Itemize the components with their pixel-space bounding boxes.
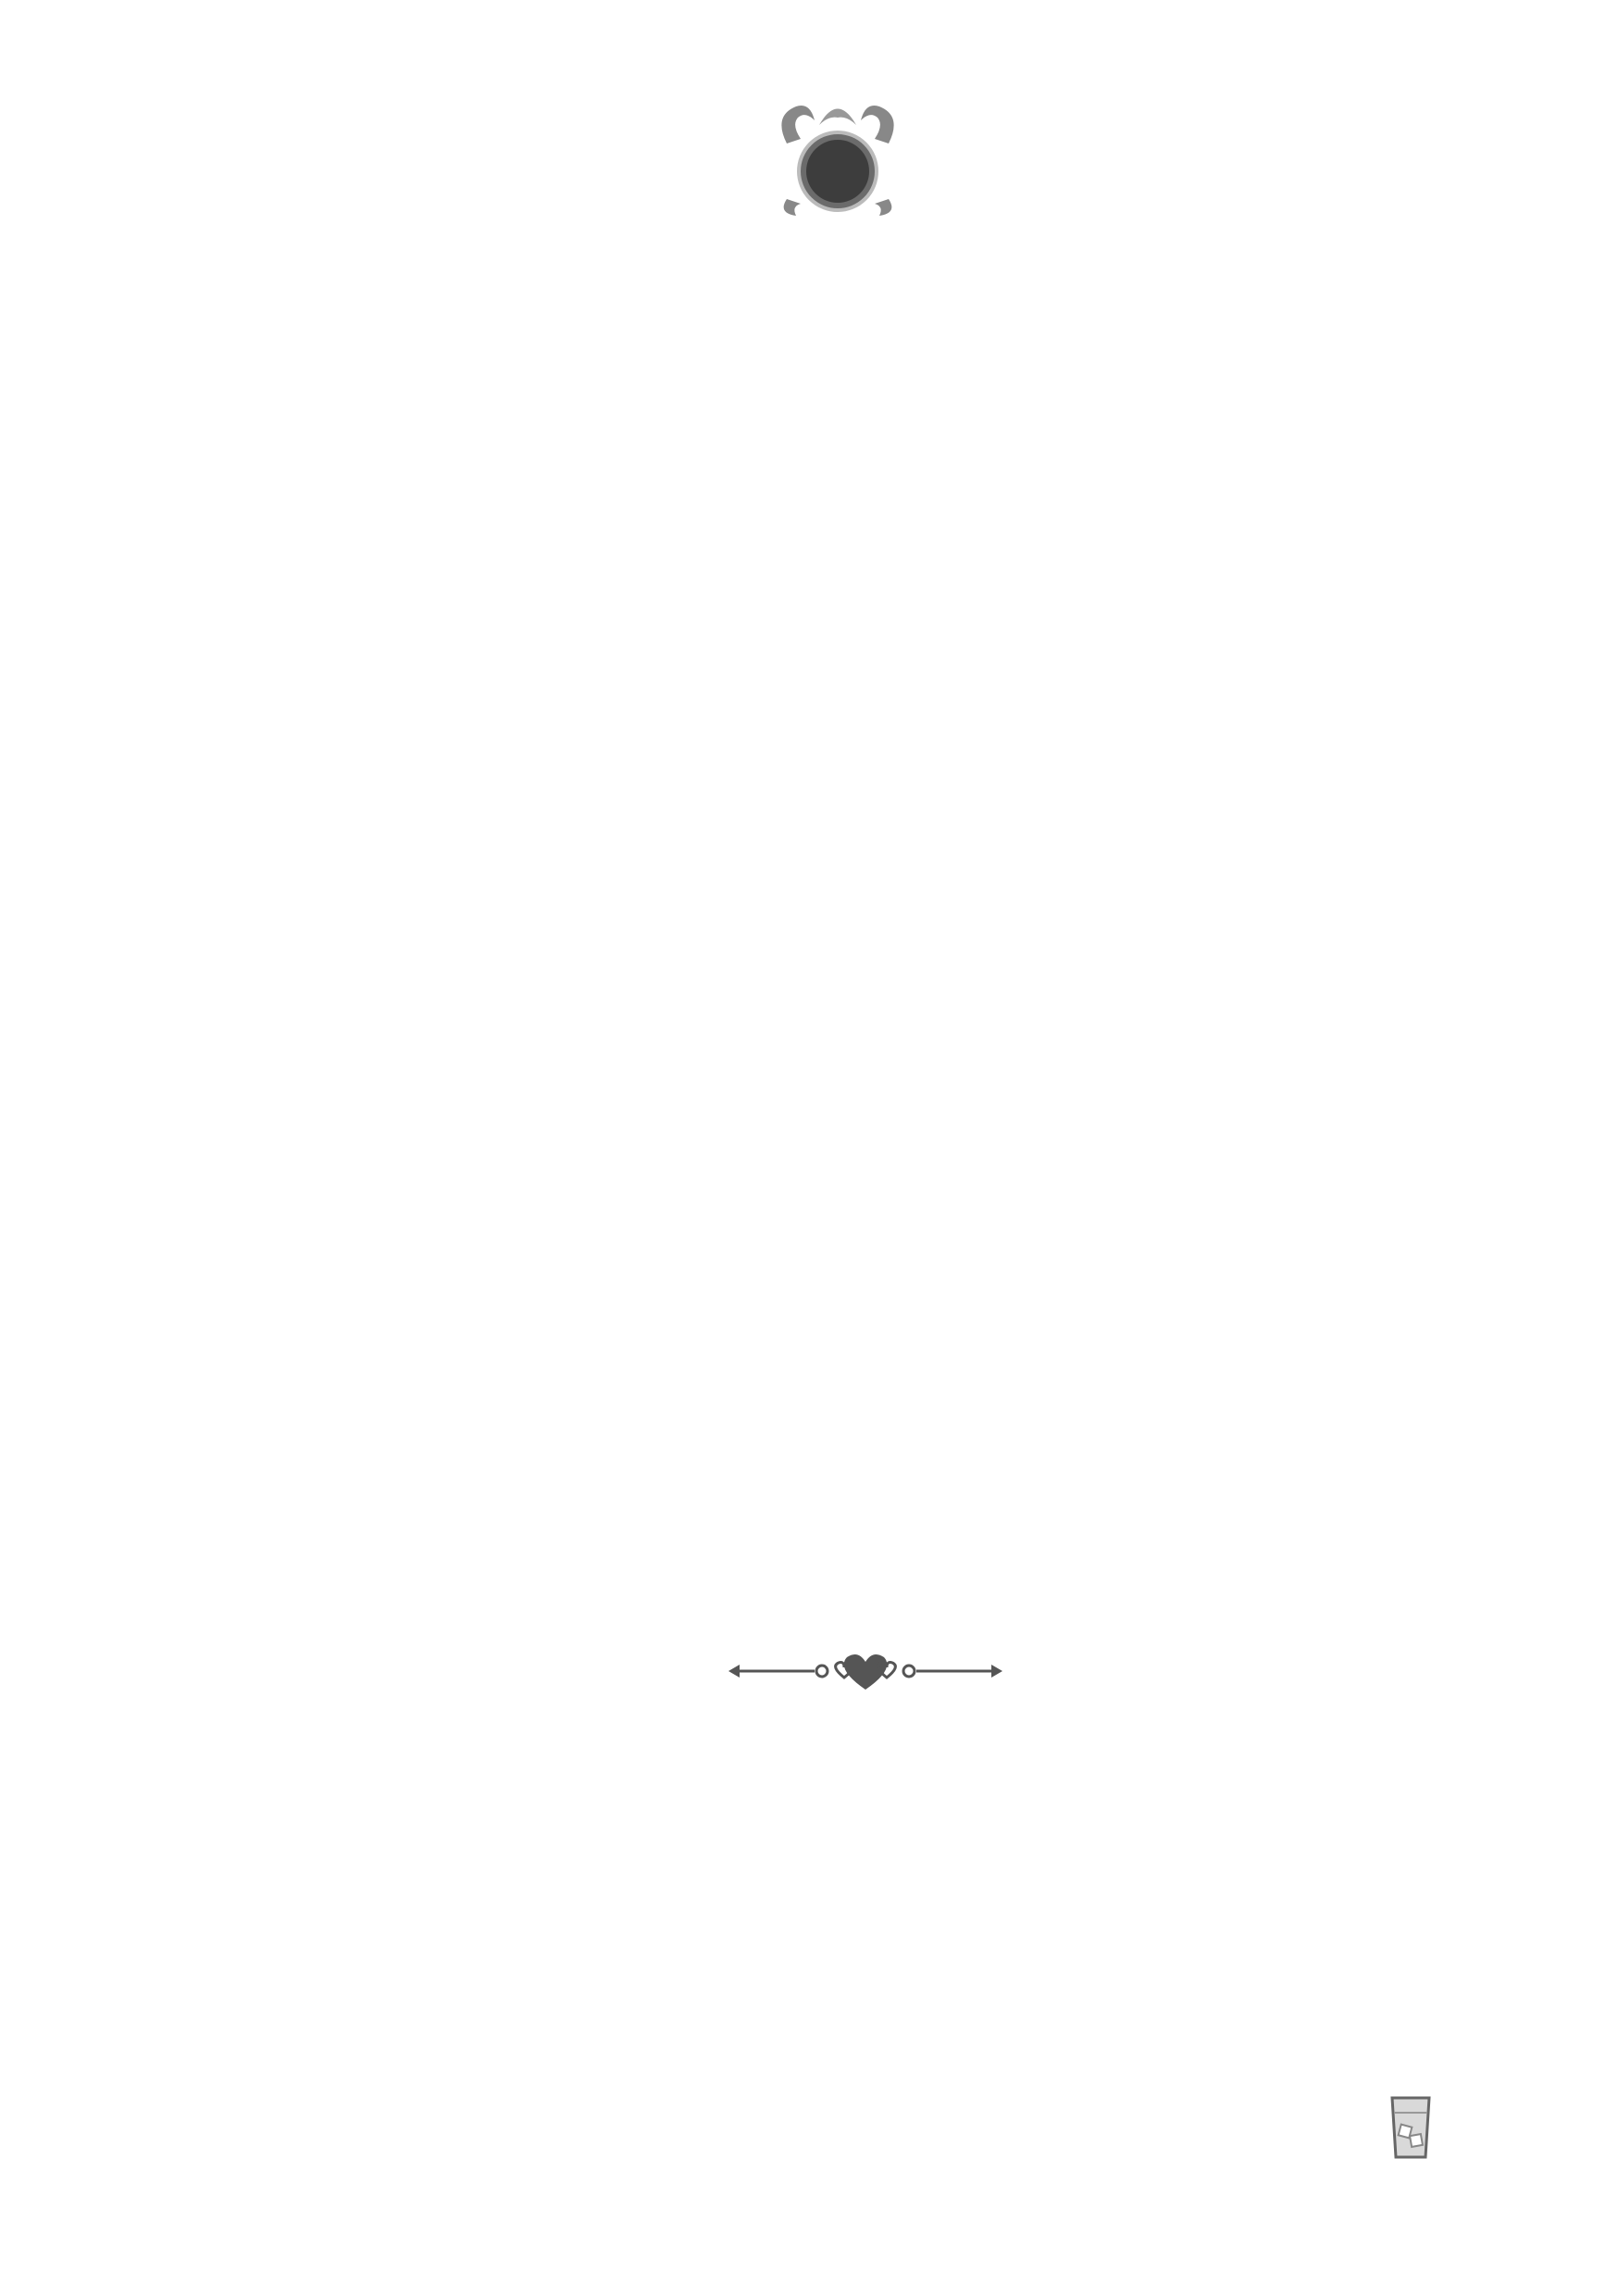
text-line [274,2029,1468,2103]
text-line [274,1955,1468,2029]
arrow-left-icon [728,1665,740,1678]
ornamental-divider [727,1653,1004,1690]
body-text-section-2 [274,1733,1468,2103]
glass-icon [1388,2094,1433,2161]
text-line [274,1881,1468,1955]
publisher-emblem-logo [768,88,907,227]
text-line [274,1733,1468,1807]
text-line [274,1807,1468,1881]
arrow-right-icon [991,1665,1002,1678]
